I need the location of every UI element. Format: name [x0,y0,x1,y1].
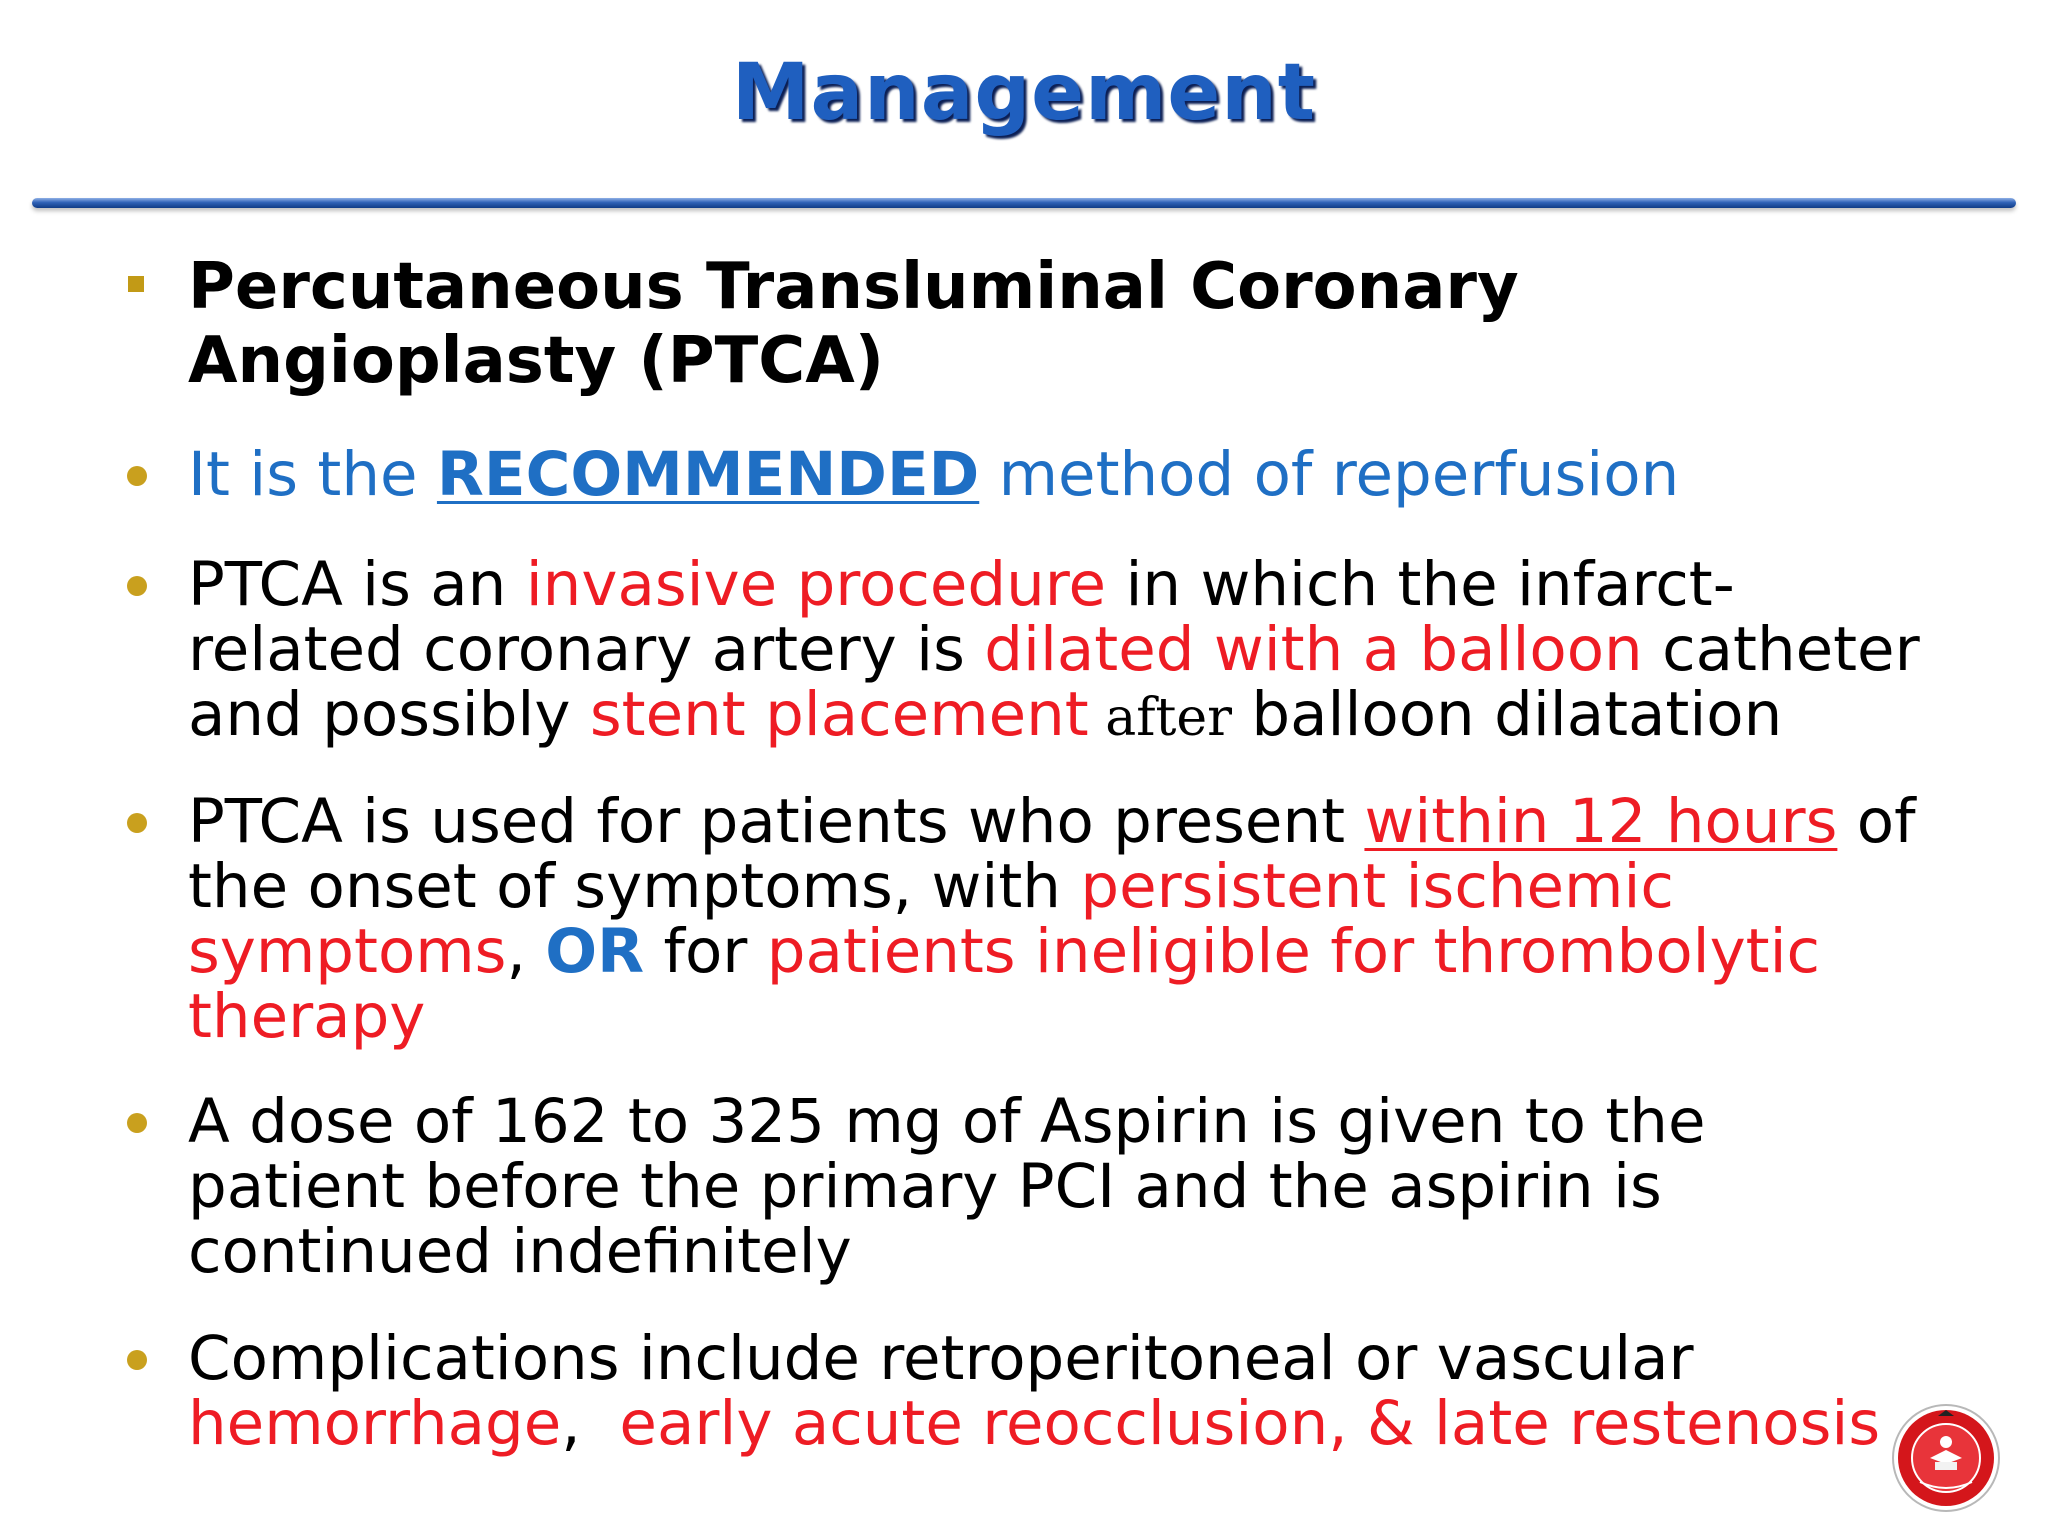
highlight-text: invasive procedure [525,549,1107,620]
round-bullet-icon [127,1113,147,1133]
heading-line-2: Angioplasty (PTCA) [188,324,884,398]
highlight-text: within 12 hours [1364,786,1838,857]
bullet-text [188,1323,1948,1459]
heading-text [188,250,1948,398]
text-span: for [644,916,767,987]
text-span: , [506,916,546,987]
university-seal-icon [1890,1402,2002,1514]
text-line: A dose of 162 to 325 mg of Aspirin is given to the [188,1086,1706,1157]
text-span: in which the infarct- [1106,549,1735,620]
text-span: related coronary artery is [188,614,985,685]
slide-title: Management [731,48,1317,138]
bullet-text [188,549,1948,751]
text-line: continued indefinitely [188,1216,852,1287]
highlight-text: persistent ischemic [1080,851,1674,922]
title-divider [32,198,2016,208]
emphasis-or: OR [545,916,645,987]
round-bullet-icon [127,576,147,596]
emphasis-recommended: RECOMMENDED [436,439,980,510]
highlight-text: stent placement [589,679,1089,750]
highlight-text: patients ineligible for thrombolytic [766,916,1821,987]
text-span: of [1837,786,1916,857]
text-line: patient before the primary PCI and the aspirin is [188,1151,1662,1222]
text-span: PTCA is an [188,549,526,620]
bullet-text [188,786,1948,1052]
bullet-text [188,1086,1948,1287]
text-line: Complications include retroperitoneal or vascular [188,1323,1694,1394]
round-bullet-icon [127,466,147,486]
text-span: and possibly [188,679,590,750]
text-span: , [561,1388,620,1459]
round-bullet-icon [127,813,147,833]
text-span: balloon dilatation [1232,679,1783,750]
bullet-text [188,439,1948,510]
text-span: the onset of symptoms, with [188,851,1081,922]
heading-line-1: Percutaneous Transluminal Coronary [188,250,1519,324]
text-span: catheter [1642,614,1920,685]
highlight-text: early acute reocclusion, & late restenosis [619,1388,1881,1459]
serif-text: after [1088,688,1233,748]
text-span: It is the [188,439,437,510]
highlight-text: symptoms [188,916,507,987]
round-bullet-icon [127,1350,147,1370]
highlight-text: therapy [188,981,426,1052]
highlight-text: hemorrhage [188,1388,562,1459]
text-span: method of reperfusion [979,439,1680,510]
highlight-text: dilated with a balloon [984,614,1643,685]
square-bullet-icon [128,276,144,292]
text-span: PTCA is used for patients who present [188,786,1365,857]
